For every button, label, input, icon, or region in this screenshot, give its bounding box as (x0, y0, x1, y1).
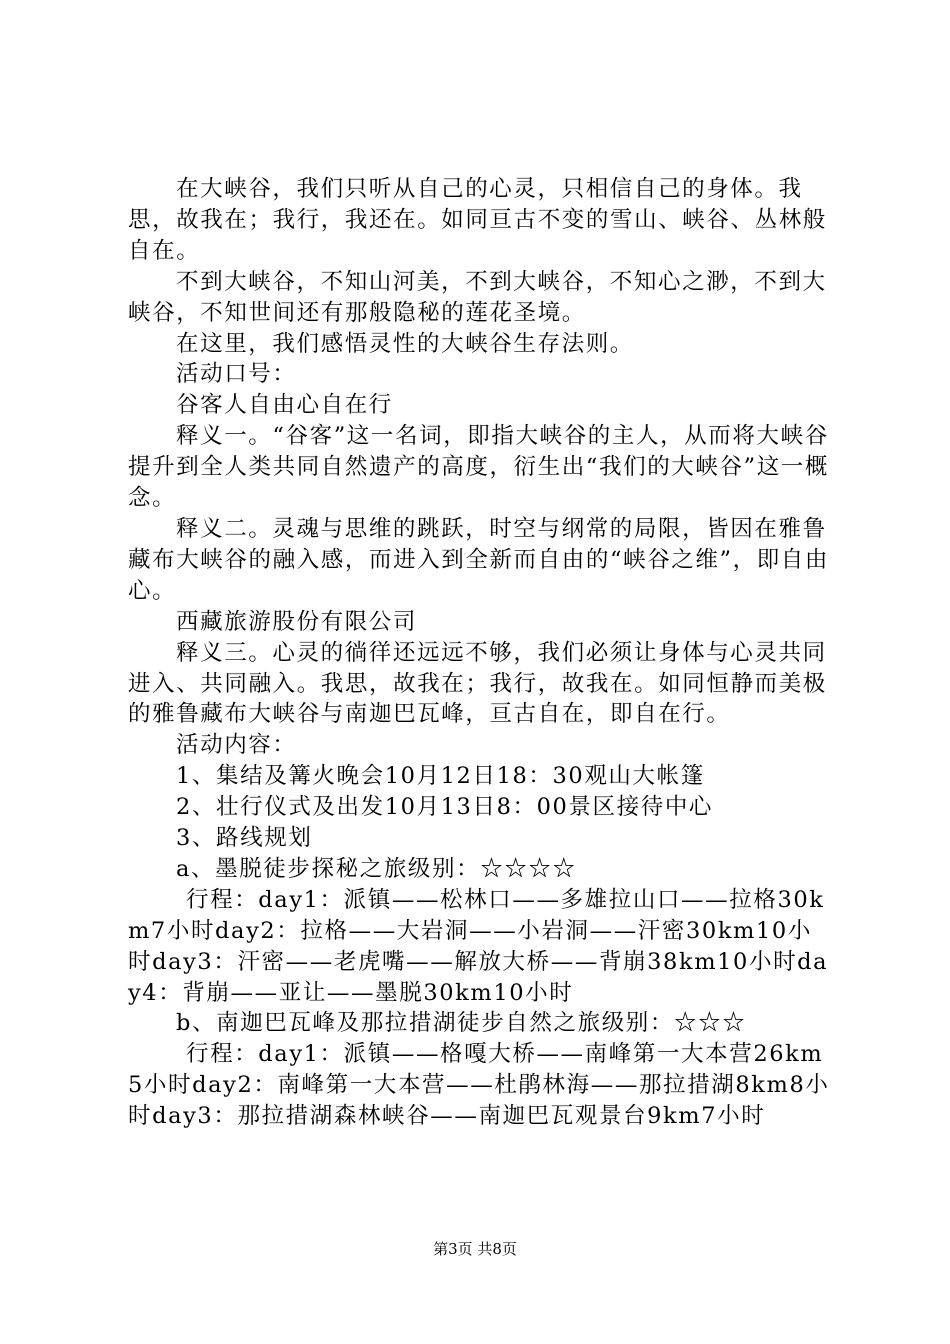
heading-activity-content: 活动内容： (176, 732, 297, 759)
route-b-title: b、南迦巴瓦峰及那拉措湖徒步自然之旅级别：☆☆☆ (176, 1010, 747, 1037)
route-a-title: a、墨脱徒步探秘之旅级别：☆☆☆☆ (176, 855, 577, 882)
paragraph-not-to-canyon: 不到大峡谷，不知山河美，不到大峡谷，不知心之渺，不到大峡谷，不知世间还有那般隐秘的莲花圣境。 (128, 268, 827, 326)
paragraph-survival-rule: 在这里，我们感悟灵性的大峡谷生存法则。 (176, 330, 634, 357)
slogan-text: 谷客人自由心自在行 (176, 392, 393, 419)
list-item-gathering: 1、集结及篝火晚会10月12日18：30观山大帐篷 (176, 763, 705, 790)
paragraph-meaning-three: 释义三。心灵的徜徉还远远不够，我们必须让身体与心灵共同进入、共同融入。我思，故我在；我行，故我在。如同恒静而美极的雅鲁藏布大峡谷与南迦巴瓦峰，亘古自在，即自在行。 (128, 639, 827, 728)
document-body (128, 174, 834, 1132)
route-a-itinerary: 行程：day1：派镇——松林口——多雄拉山口——拉格30km7小时day2：拉格——大岩洞——小岩洞——汗密30km10小时day3：汗密——老虎嘴——解放大桥——背崩38km10小时day4：背崩——亚让——墨脱30km10小时 (128, 886, 829, 1006)
paragraph-intro: 在大峡谷，我们只听从自己的心灵，只相信自己的身体。我思，故我在；我行，我还在。如同亘古不变的雪山、峡谷、丛林般自在。 (128, 176, 827, 264)
heading-slogan: 活动口号： (176, 361, 297, 388)
list-item-departure: 2、壮行仪式及出发10月13日8：00景区接待中心 (176, 794, 714, 821)
route-b-itinerary: 行程：day1：派镇——格嘎大桥——南峰第一大本营26km5小时day2：南峰第一大本营——杜鹃林海——那拉措湖8km8小时day3：那拉措湖森林峡谷——南迦巴瓦观景台9km7小时 (128, 1041, 830, 1130)
company-name: 西藏旅游股份有限公司 (176, 608, 418, 635)
page-number-footer: 第3页 共8页 (433, 1240, 517, 1258)
paragraph-meaning-one: 释义一。“谷客”这一名词，即指大峡谷的主人，从而将大峡谷提升到全人类共同自然遗产的高度，衍生出“我们的大峡谷”这一概念。 (128, 423, 830, 512)
paragraph-meaning-two: 释义二。灵魂与思维的跳跃，时空与纲常的局限，皆因在雅鲁藏布大峡谷的融入感，而进入到全新而自由的“峡谷之维”，即自由心。 (128, 515, 830, 604)
list-item-route-planning: 3、路线规划 (176, 825, 313, 852)
